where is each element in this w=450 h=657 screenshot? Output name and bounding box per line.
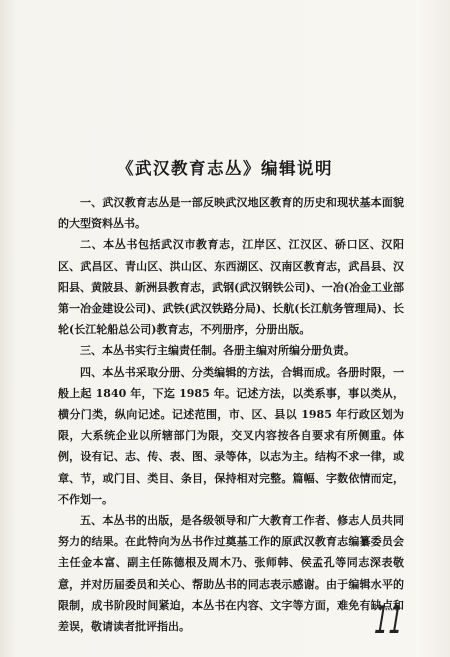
paragraph-1: 一、武汉教育志丛是一部反映武汉地区教育的历史和现状基本面貌的大型资料丛书。 [58,196,404,231]
paragraph-5: 五、本丛书的出版，是各级领导和广大教育工作者、修志人员共同努力的结果。在此特向为丛书作过奠基工作的原武汉教育志编纂委员会主任金本富、副主任陈德根及周木乃、张师韩、侯孟孔等同志深表敬意，并对历届委员和关心、帮助丛书的同志表示感谢。由于编辑水平的限制，成书阶段时间紧迫，本丛书在内容、文字等方面，难免有缺点和差误，敬请读者批评指出。 [58,514,404,634]
document-title: 《武汉教育志丛》编辑说明 [117,159,333,178]
page-number: 11 [373,598,405,642]
paragraph-4: 四、本丛书采取分册、分类编辑的方法，合辑而成。各册时限，一般上起 1840 年，下迄 1985 年。记述方法，以类系事，事以类从，横分门类，纵向记述。记述范围，市、区、县以 1985 年行政区划为限，大系统企业以所辖部门为限，交叉内容按各自要求有所侧重。体例，设有记、志、传、表、图、录等体，以志为主。结构不求一律，或章、节，或门目、类目、条目，保持相对完整。篇幅、字数依情而定，不作划一。 [58,365,404,506]
document-body [58,192,404,637]
paragraph-3: 三、本丛书实行主编责任制。各册主编对所编分册负责。 [80,344,355,358]
paragraph-2: 二、本丛书包括武汉市教育志，江岸区、江汉区、硚口区、汉阳区、武昌区、青山区、洪山区、东西湖区、汉南区教育志，武昌县、汉阳县、黄陂县、新洲县教育志，武钢(武汉钢铁公司)、一冶(冶金工业部第一冶金建设公司)、武铁(武汉铁路分局)、长航(长江航务管理局)、长轮(长江轮船总公司)教育志，不列册序，分册出版。 [58,238,404,337]
